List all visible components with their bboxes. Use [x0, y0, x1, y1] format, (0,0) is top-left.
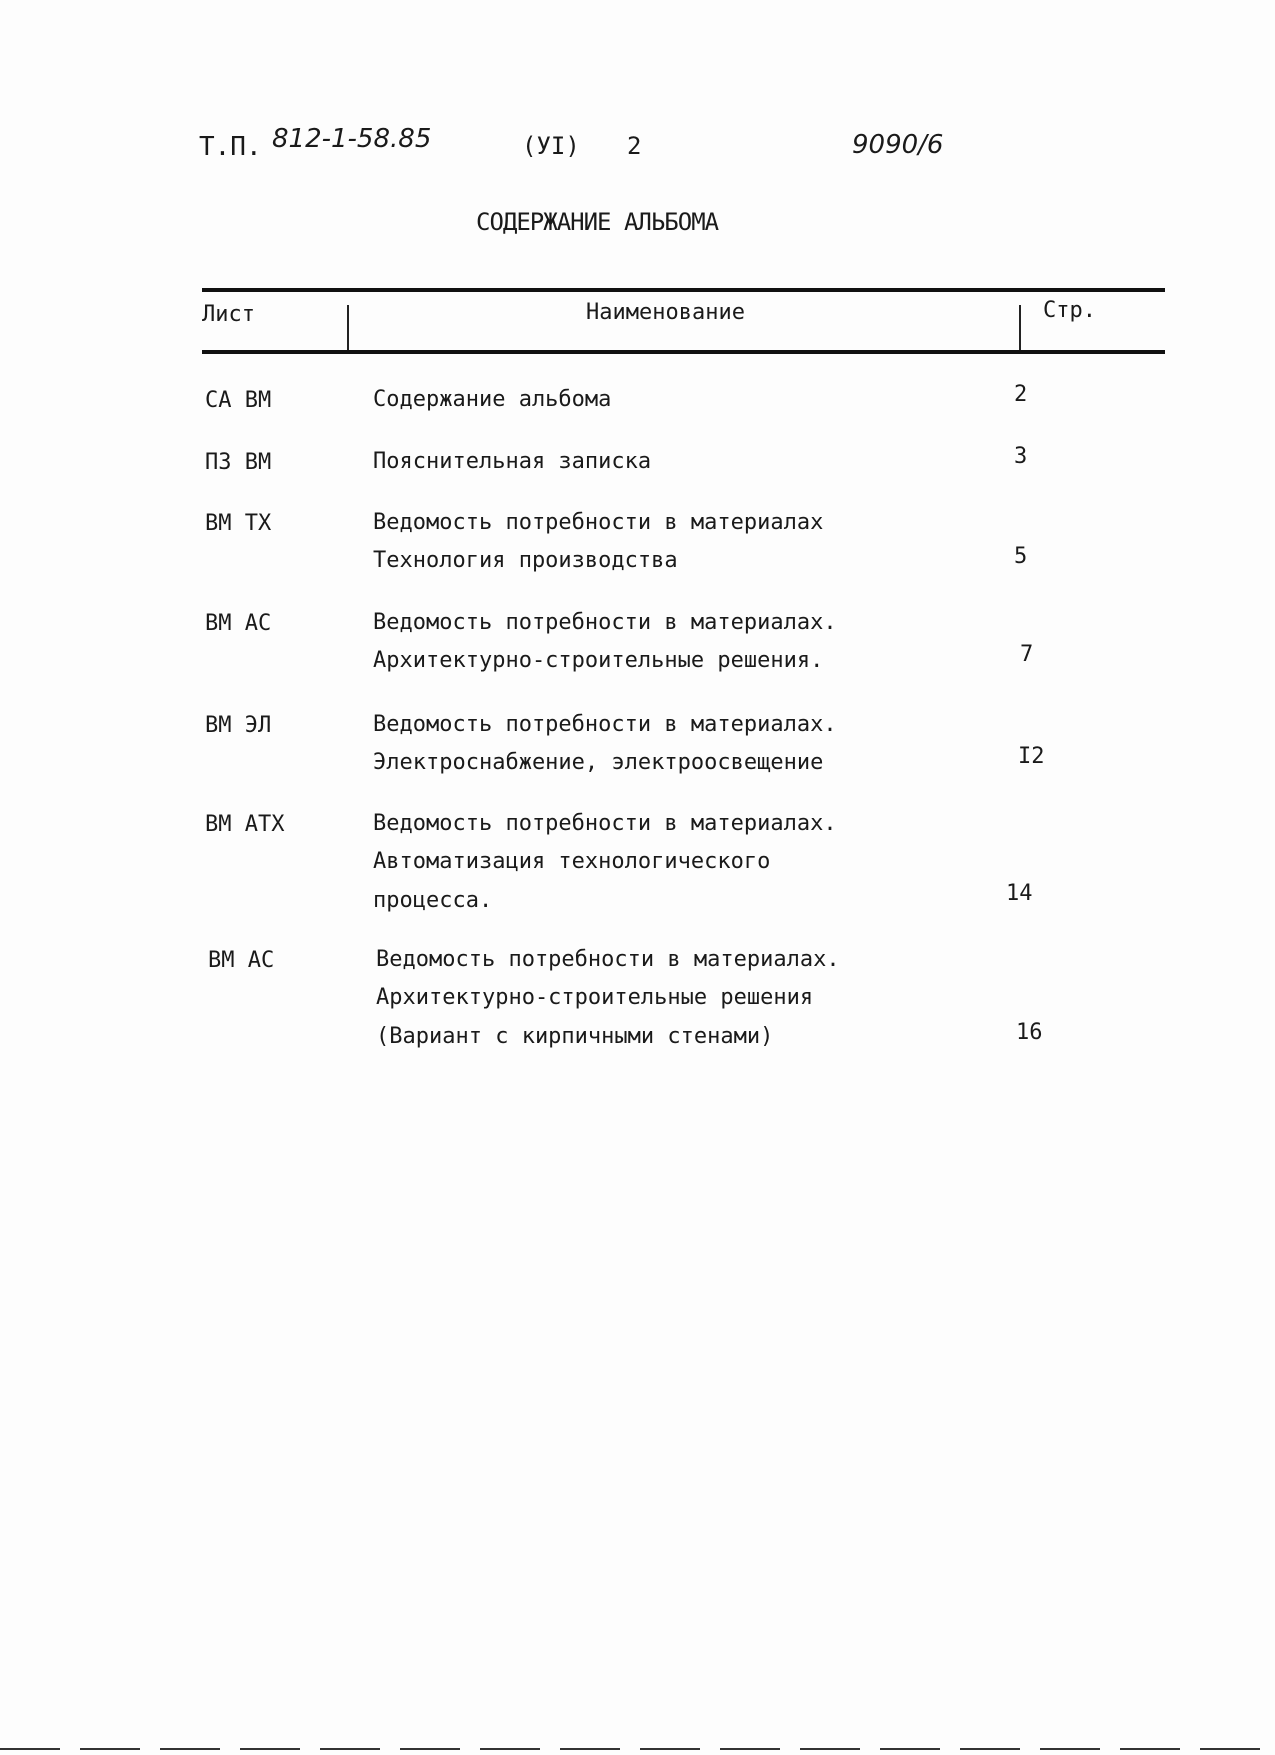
row-page: I2 — [1018, 744, 1045, 769]
row-sheet: ПЗ ВМ — [205, 450, 272, 475]
row-name: Электроснабжение, электроосвещение — [373, 750, 824, 775]
row-sheet: ВМ АТХ — [205, 812, 285, 837]
row-sheet: ВМ ТХ — [205, 511, 272, 536]
row-sheet: СА ВМ — [205, 388, 272, 413]
row-page: 7 — [1020, 642, 1034, 667]
row-page: 3 — [1014, 444, 1028, 469]
row-name: Пояснительная записка — [373, 449, 652, 474]
row-page: 2 — [1014, 382, 1028, 407]
page-number: 2 — [627, 132, 642, 160]
scan-edge — [0, 1748, 1275, 1750]
column-header-sheet: Лист — [202, 302, 255, 327]
row-sheet: ВМ ЭЛ — [205, 713, 272, 738]
row-name: Технология производства — [373, 548, 678, 573]
row-name: Ведомость потребности в материалах. — [373, 811, 837, 836]
column-divider — [347, 305, 349, 350]
row-page: 14 — [1006, 881, 1033, 906]
row-name: Архитектурно-строительные решения — [376, 985, 814, 1010]
row-name: Архитектурно-строительные решения. — [373, 648, 824, 673]
row-name: Ведомость потребности в материалах. — [373, 610, 837, 635]
column-header-name: Наименование — [586, 300, 745, 325]
row-name: Содержание альбома — [373, 387, 612, 412]
row-sheet: ВМ АС — [205, 611, 272, 636]
volume: (УI) — [522, 132, 580, 160]
project-number: 812-1-58.85 — [272, 124, 432, 154]
row-name: Ведомость потребности в материалах. — [373, 712, 837, 737]
document-title: СОДЕРЖАНИЕ АЛЬБОМА — [476, 208, 719, 236]
table-header-rule — [202, 350, 1165, 354]
row-name: Ведомость потребности в материалах — [373, 510, 824, 535]
inventory-number: 9090/6 — [852, 130, 944, 160]
row-page: 16 — [1016, 1020, 1043, 1045]
row-name: (Вариант с кирпичными стенами) — [376, 1024, 774, 1049]
row-page: 5 — [1014, 544, 1028, 569]
table-top-rule — [202, 288, 1165, 292]
row-sheet: ВМ АС — [208, 948, 275, 973]
row-name: Ведомость потребности в материалах. — [376, 947, 840, 972]
header-prefix: Т.П. — [199, 132, 262, 162]
row-name: процесса. — [373, 888, 493, 913]
column-divider — [1019, 305, 1021, 350]
row-name: Автоматизация технологического — [373, 849, 771, 874]
column-header-page: Стр. — [1043, 298, 1096, 323]
